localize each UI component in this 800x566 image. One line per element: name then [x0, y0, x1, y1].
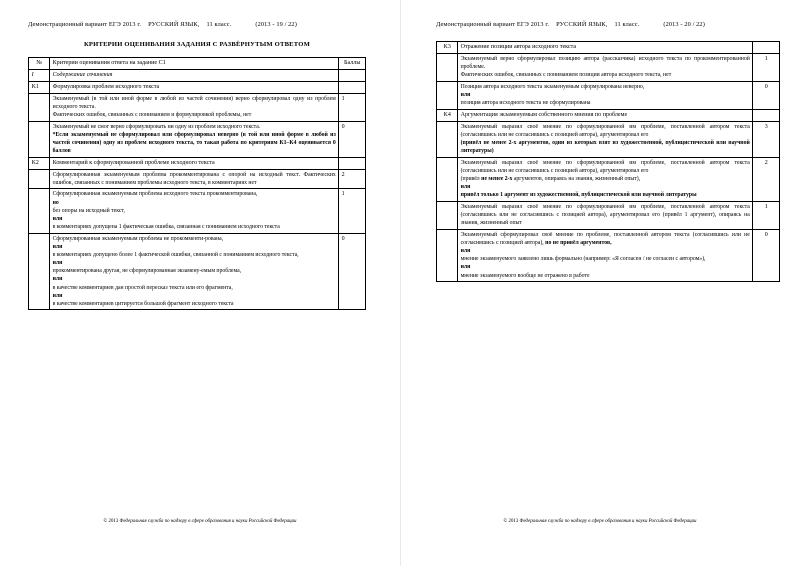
table-body-left [29, 69, 366, 309]
header-criteria: Критерии оценивания ответа на задание С1 [50, 57, 339, 69]
table-row [29, 233, 366, 310]
section-title: Содержание сочинения [50, 69, 339, 81]
level-keyword: или [52, 276, 63, 283]
running-head-left [28, 22, 366, 29]
copyright-mark: © [503, 519, 508, 524]
table-row [437, 53, 780, 81]
table-header [29, 57, 366, 69]
row-number-spacer [29, 169, 50, 189]
page-right [400, 0, 800, 566]
mixed-suffix: аргументов, опираясь на знания, жизненный опыт), [512, 176, 641, 182]
row-number-spacer [437, 229, 458, 281]
runhead-page-number: (2013 - 19 / 22) [255, 21, 297, 28]
row-number-spacer [437, 121, 458, 157]
level-keyword: или [460, 248, 471, 255]
criterion-level-description [50, 233, 339, 310]
criterion-title-k3: Отражение позиции автора исходного текста [458, 41, 753, 53]
row-number-spacer [437, 201, 458, 229]
criterion-score-k2 [339, 157, 366, 169]
row-number-spacer [437, 81, 458, 109]
level-alternative: мнение экзаменуемого заявлено лишь формально (например: «Я согласен / не согласен с автором»), [460, 256, 706, 263]
page-footer-right [400, 519, 800, 524]
copyright-organization: Федеральная служба по надзору в сфере образования и науки Российской Федерации [519, 519, 697, 524]
level-score: 1 [339, 189, 366, 233]
criterion-level-description [458, 229, 753, 281]
level-line: Фактических ошибок, связанных с пониманием и формулировкой проблемы, нет [52, 112, 252, 119]
table-row [437, 157, 780, 201]
level-line: Экзаменуемый выразил своё мнение по сформулированной им проблеме, поставленной автором текста (согласившись или не согласившись с позицией автора), аргументировал его (привёл 1 аргумент), опираясь на знания, жизненный опыт [460, 203, 750, 227]
level-score: 0 [339, 233, 366, 310]
row-number-spacer [29, 233, 50, 310]
level-line [461, 231, 750, 247]
criteria-table-left [28, 57, 366, 310]
criterion-code-k2: K2 [29, 157, 50, 169]
row-number-spacer [437, 157, 458, 201]
level-keyword: или [460, 184, 471, 191]
table-row-criterion-k1 [29, 81, 366, 93]
level-alternative: мнение экзаменуемого вообще не отражено в работе [460, 272, 590, 279]
level-line: Экзаменуемый не смог верно сформулировать ни одну из проблем исходного текста. [52, 123, 261, 130]
table-row [437, 229, 780, 281]
criterion-level-description [458, 81, 753, 109]
level-score: 1 [753, 53, 780, 81]
level-line: Сформулированная экзаменуемым проблема исходного текста прокомментирована, [52, 191, 258, 198]
criterion-score-k4 [753, 109, 780, 121]
criterion-level-description [50, 189, 339, 233]
level-score: 2 [753, 157, 780, 201]
copyright-mark: © [103, 519, 108, 524]
level-alternative: привёл только 1 аргумент из художественной, публицистической или научной литературы [460, 192, 697, 199]
runhead-subject: РУССКИЙ ЯЗЫК, [556, 21, 608, 28]
level-line: Позиция автора исходного текста экзаменуемым сформулирована неверно, [460, 83, 645, 90]
criterion-level-description [50, 93, 339, 121]
running-head-right [436, 22, 780, 29]
criterion-code-k4: K4 [437, 109, 458, 121]
level-score: 1 [753, 201, 780, 229]
criterion-level-description [50, 121, 339, 157]
copyright-year: 2013 [108, 519, 119, 524]
level-line: Экзаменуемый выразил своё мнение по сформулированной им проблеме, поставленной автором текста (согласившись или не согласившись с позицией автора), аргументировал его [460, 123, 750, 138]
level-keyword: но [52, 199, 59, 206]
row-number-spacer [29, 121, 50, 157]
criterion-score-k1 [339, 81, 366, 93]
table-header-row [29, 57, 366, 69]
level-keyword: или [460, 264, 471, 271]
criterion-level-description [50, 169, 339, 189]
table-row [437, 81, 780, 109]
level-line: Фактических ошибок, связанных с пониманием позиции автора исходного текста, нет [460, 72, 672, 79]
page-title: КРИТЕРИИ ОЦЕНИВАНИЯ ЗАДАНИЯ С РАЗВЁРНУТЫМ ОТВЕТОМ [83, 40, 311, 48]
table-row-criterion-k3 [437, 41, 780, 53]
header-score: Баллы [339, 57, 366, 69]
level-keyword: или [52, 292, 63, 299]
table-body-right [437, 41, 780, 281]
level-score: 1 [339, 93, 366, 121]
runhead-subject: РУССКИЙ ЯЗЫК, [148, 21, 200, 28]
criterion-code-k1: K1 [29, 81, 50, 93]
level-line-text: Экзаменуемый сформулировал своё мнение по проблеме, поставленной автором текста (согласившись или не согласившись с позицией автора), [460, 231, 750, 246]
page-footer-left [0, 519, 400, 524]
table-row [437, 121, 780, 157]
table-row [29, 121, 366, 157]
level-mixed-tail [461, 175, 750, 183]
row-number-spacer [29, 189, 50, 233]
criteria-table-right [436, 41, 780, 282]
runhead-grade: 11 класс. [614, 21, 640, 28]
criterion-title-k4: Аргументация экзаменуемым собственного мнения по проблеме [458, 109, 753, 121]
row-number-spacer [29, 93, 50, 121]
level-keyword: или [52, 260, 63, 267]
section-number: I [29, 69, 50, 81]
level-keyword: или [52, 215, 63, 222]
level-score: 0 [753, 81, 780, 109]
runhead-exam: Демонстрационный вариант ЕГЭ 2013 г. [28, 21, 142, 28]
table-row [437, 201, 780, 229]
level-alternative: позиция автора исходного текста не сформулирована [460, 100, 591, 107]
criterion-title-k1: Формулировка проблем исходного текста [50, 81, 339, 93]
criterion-title-k2: Комментарий к сформулированной проблеме исходного текста [50, 157, 339, 169]
table-row [29, 93, 366, 121]
row-number-spacer [437, 53, 458, 81]
level-alternative: прокомментирована другая, не сформулированная экзамену-емым проблема, [52, 268, 242, 275]
level-score: 0 [339, 121, 366, 157]
level-line: Сформулированная экзаменуемым проблема не прокомменти-рована, [52, 235, 224, 242]
copyright-organization: Федеральная служба по надзору в сфере образования и науки Российской Федерации [119, 519, 297, 524]
criterion-level-description [458, 121, 753, 157]
level-score: 3 [753, 121, 780, 157]
level-alternative: в комментариях допущено более 1 фактической ошибки, связанной с пониманием исходного текста, [52, 251, 299, 258]
criterion-level-description [458, 53, 753, 81]
runhead-grade: 11 класс. [206, 21, 232, 28]
level-keyword: или [52, 243, 63, 250]
table-row-section [29, 69, 366, 81]
table-row [29, 169, 366, 189]
table-row-criterion-k4 [437, 109, 780, 121]
level-line: Сформулированная экзаменуемым проблема прокомментирована с опорой на исходный текст. Фактических ошибок, связанных с пониманием проблемы исходного текста, в комментариях нет [52, 171, 336, 186]
level-bold-fragment: но не привёл аргументов, [545, 239, 612, 246]
level-line: Экзаменуемый (в той или иной форме в любой из частей сочинения) верно сформулировал одну из проблем исходного текста. [52, 95, 336, 111]
criterion-score-k3 [753, 41, 780, 53]
level-line: Экзаменуемый выразил своё мнение по сформулированной им проблеме, поставленной автором текста (согласившись или не согласившись с позицией автора), аргументировал его [460, 159, 750, 174]
level-alternative: в комментариях допущена 1 фактическая ошибка, связанная с пониманием исходного текста [52, 224, 280, 231]
copyright-year: 2013 [508, 519, 519, 524]
level-score: 0 [753, 229, 780, 281]
level-alternative: в качестве комментариев дан простой пересказ текста или его фрагмента, [52, 284, 233, 291]
level-score: 2 [339, 169, 366, 189]
mixed-prefix: (привёл [460, 176, 482, 182]
table-row [29, 189, 366, 233]
runhead-page-number: (2013 - 20 / 22) [663, 21, 705, 28]
runhead-exam: Демонстрационный вариант ЕГЭ 2013 г. [436, 21, 550, 28]
header-number: № [29, 57, 50, 69]
mixed-bold: не менее 2-х [481, 176, 513, 182]
level-alternative: без опоры на исходный текст, [52, 207, 125, 214]
criterion-level-description [458, 157, 753, 201]
section-score [339, 69, 366, 81]
level-bold-tail: (привёл не менее 2-х аргументов, один из которых взят из художественной, публицистической или научной литературы) [460, 139, 750, 155]
level-bold-note: *Если экзаменуемый не сформулировал или сформулировал неверно (в той или иной форме в любой из частей сочинения) одну из проблем исходного текста, то такая работа по критериям К1–К4 оценивается 0 баллов [52, 131, 336, 155]
criterion-level-description [458, 201, 753, 229]
level-keyword: или [460, 92, 471, 98]
level-line: Экзаменуемый верно сформулировал позицию автора (рассказчика) исходного текста по прокомментированной проблеме. [460, 55, 750, 71]
criterion-code-k3: K3 [437, 41, 458, 53]
level-alternative: в качестве комментариев цитируется большой фрагмент исходного текста [52, 300, 234, 307]
table-row-criterion-k2 [29, 157, 366, 169]
